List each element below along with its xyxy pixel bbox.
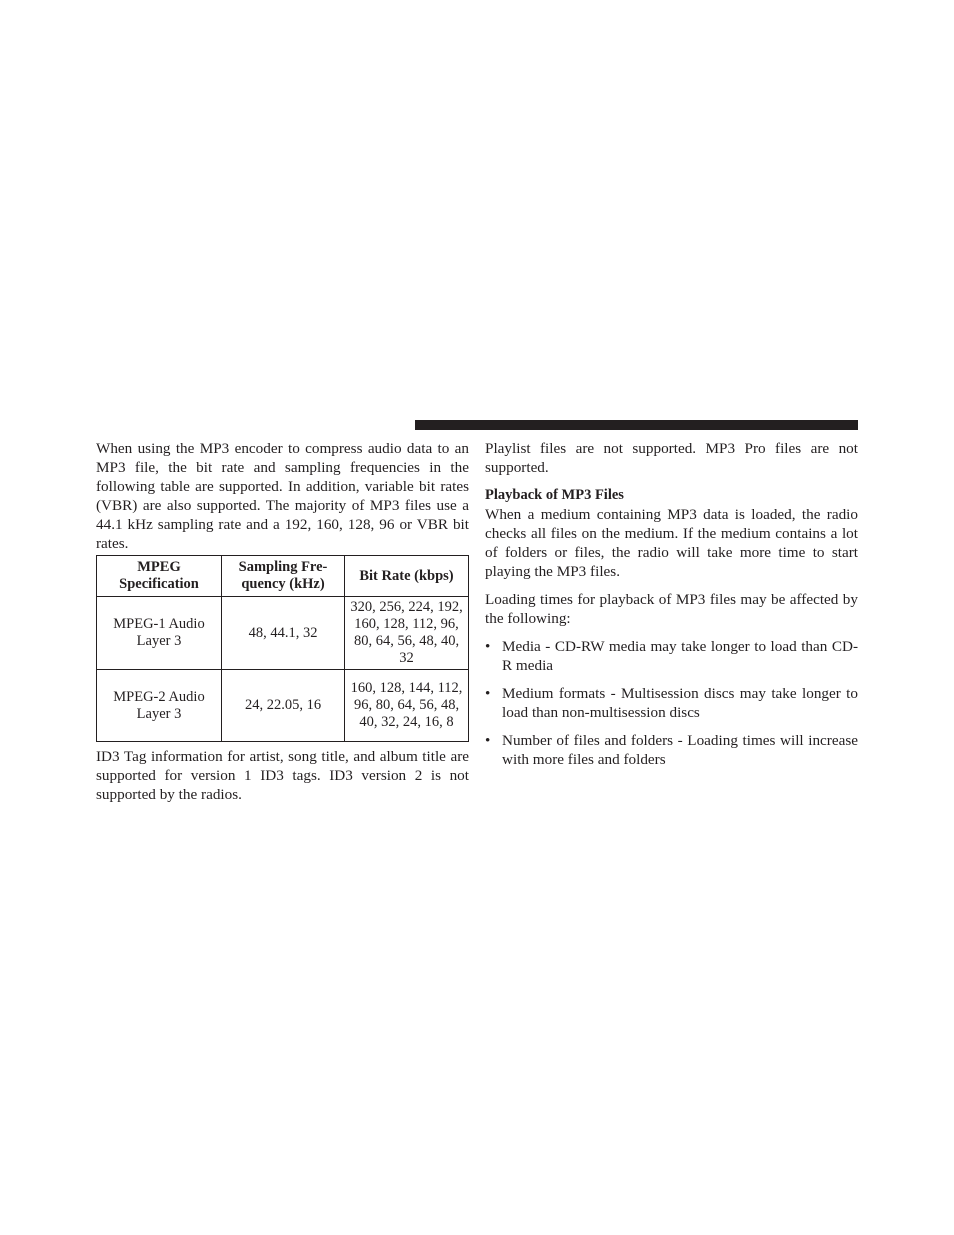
list-item-text: Number of files and folders - Loading times will increase with more files and folders xyxy=(502,732,858,768)
bullet-icon: • xyxy=(485,638,491,655)
table-row xyxy=(97,670,469,742)
bullet-icon: • xyxy=(485,732,491,749)
intro-paragraph: When using the MP3 encoder to compress audio data to an MP3 file, the bit rate and sampling frequencies in the following table are supported. In addition, variable bit rates (VBR) are also supported. The majority of MP3 files use a 44.1 kHz sampling rate and a 192, 160, 128, 96 or VBR bit rates. xyxy=(96,440,469,552)
bullet-icon: • xyxy=(485,685,491,702)
cell-sampling: 24, 22.05, 16 xyxy=(222,670,345,742)
header-bit-rate: Bit Rate (kbps) xyxy=(345,556,469,597)
header-rule xyxy=(415,420,858,430)
header-sampling-frequency: Sampling Fre-quency (kHz) xyxy=(222,556,345,597)
bullet-list xyxy=(485,637,858,769)
id3-paragraph: ID3 Tag information for artist, song title, and album title are supported for version 1 ID3 tags. ID3 version 2 is not supported by the radios. xyxy=(96,748,469,803)
cell-bitrate: 160, 128, 144, 112, 96, 80, 64, 56, 48, 40, 32, 24, 16, 8 xyxy=(345,670,469,742)
cell-spec: MPEG-1 Audio Layer 3 xyxy=(97,597,222,670)
list-item xyxy=(485,684,858,722)
table-header-row xyxy=(97,556,469,597)
right-column xyxy=(485,439,858,778)
list-item-text: Media - CD-RW media may take longer to load than CD-R media xyxy=(502,638,858,674)
playlist-paragraph: Playlist files are not supported. MP3 Pro files are not supported. xyxy=(485,440,858,476)
playback-paragraph: When a medium containing MP3 data is loaded, the radio checks all files on the medium. If the medium contains a lot of folders or files, the radio will take more time to start playing the MP3 files. xyxy=(485,506,858,580)
header-mpeg-spec: MPEG Specification xyxy=(97,556,222,597)
cell-sampling: 48, 44.1, 32 xyxy=(222,597,345,670)
section-heading: Playback of MP3 Files xyxy=(485,487,624,503)
list-item-text: Medium formats - Multisession discs may take longer to load than non-multisession discs xyxy=(502,685,858,721)
list-item xyxy=(485,731,858,769)
left-column xyxy=(96,439,469,804)
cell-bitrate: 320, 256, 224, 192, 160, 128, 112, 96, 80, 64, 56, 48, 40, 32 xyxy=(345,597,469,670)
list-item xyxy=(485,637,858,675)
loading-paragraph: Loading times for playback of MP3 files may be affected by the following: xyxy=(485,591,858,627)
table-row xyxy=(97,597,469,670)
mp3-spec-table xyxy=(96,555,469,742)
cell-spec: MPEG-2 Audio Layer 3 xyxy=(97,670,222,742)
